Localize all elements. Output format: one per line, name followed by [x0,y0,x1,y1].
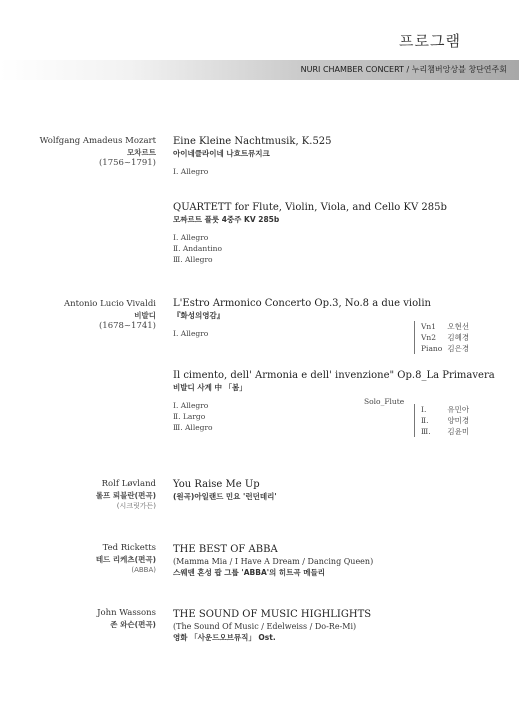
piece-sound-of-music [173,608,371,644]
composer-years: (1756~1791) [98,158,156,168]
composer-name-ko: 테드 리케츠(편곡) [95,555,156,564]
performer-name: 김윤미 [447,427,470,436]
piece-title-ko: 아이네클라이네 나흐트뮤지크 [173,149,270,158]
composer-name-ko: 모차르트 [127,148,156,157]
page-title: 프로그램 [399,32,461,50]
piece-title: You Raise Me Up [173,479,260,490]
piece-title: THE BEST OF ABBA [173,544,278,555]
composer-name: Antonio Lucio Vivaldi [63,299,156,309]
composer-name-ko: 비발디 [134,311,156,320]
performer-name: 김혜경 [447,333,470,342]
movement: Ⅱ. Largo [173,412,206,421]
piece-title-ko: 비발디 사계 中 「봄」 [173,383,247,392]
movement: Ⅲ. Allegro [173,255,213,264]
performer-role: Vn1 [421,322,437,331]
piece-title-ko: (원곡)아일랜드 민요 '런던데리' [173,492,277,501]
composer-lovland [96,479,156,512]
composer-ricketts [96,543,156,576]
piece-title: QUARTETT for Flute, Violin, Viola, and Cello KV 285b [173,202,447,213]
solo-performers-list [414,404,469,437]
composer-mozart [40,136,156,169]
piece-you-raise-me-up [173,478,277,503]
composer-name: Ted Ricketts [102,543,156,553]
movement: Ⅰ. Allegro [173,401,209,410]
movement: Ⅲ. Allegro [173,423,213,432]
piece-subtitle: (The Sound Of Music / Edelweiss / Do-Re-Mi) [173,622,357,631]
performer-row [421,321,469,332]
composer-name: Rolf Løvland [101,479,156,489]
composer-vivaldi [64,299,156,332]
piece-quartett [173,201,447,265]
piece-title-ko: 스웨덴 혼성 팝 그룹 'ABBA'의 히트곡 메들리 [173,568,325,577]
composer-name-ko: 존 와슨(편곡) [110,620,156,629]
composer-note: (ABBA) [131,566,156,574]
piece-title: L'Estro Armonico Concerto Op.3, No.8 a due violin [173,298,431,309]
piece-title: Il cimento, dell' Armonia e dell' invenzione" Op.8_La Primavera [173,370,495,381]
performer-name: 오현선 [447,322,470,331]
movement: Ⅰ. Allegro [173,233,209,242]
performer-row [421,343,469,354]
performer-row [421,426,469,437]
piece-title-ko: 모짜르트 플룻 4중주 KV 285b [173,215,280,224]
piece-title-ko: 『화성의영감』 [173,311,225,320]
movement: Ⅰ. Allegro [173,329,209,338]
header-band [0,60,519,80]
performer-name: 유민아 [447,405,470,414]
piece-subtitle: (Mamma Mia / I Have A Dream / Dancing Queen) [173,557,374,566]
composer-note: (시크릿가든) [116,502,156,510]
composer-years: (1678~1741) [98,321,156,331]
piece-best-of-abba [173,543,373,579]
piece-title-ko: 영화 「사운드오브뮤직」 Ost. [173,633,276,642]
performer-role: Ⅱ. [421,416,429,425]
movement: Ⅱ. Andantino [173,244,222,253]
piece-title: THE SOUND OF MUSIC HIGHLIGHTS [173,609,372,620]
performer-role: Piano [421,344,443,353]
composer-name: John Wassons [97,608,156,618]
solo-label: Solo_Flute [364,397,405,406]
performer-name: 양미경 [447,416,470,425]
composer-name: Wolfgang Amadeus Mozart [39,136,156,146]
performer-role: Vn2 [421,333,437,342]
piece-eine-kleine [173,135,332,177]
performer-row [421,332,469,343]
piece-title: Eine Kleine Nachtmusik, K.525 [173,136,332,147]
performers-list [414,321,469,354]
performer-role: Ⅰ. [421,405,427,414]
performer-name: 김은경 [447,344,470,353]
composer-wassons [97,608,156,630]
performer-row [421,404,469,415]
performer-row [421,415,469,426]
movement: Ⅰ. Allegro [173,167,209,176]
performer-role: Ⅲ. [421,427,431,436]
composer-name-ko: 롤프 뢰블란(편곡) [95,491,156,500]
piece-estro-armonico [173,297,431,339]
concert-title: NURI CHAMBER CONCERT / 누리챔버앙상블 창단연주회 [300,65,507,74]
